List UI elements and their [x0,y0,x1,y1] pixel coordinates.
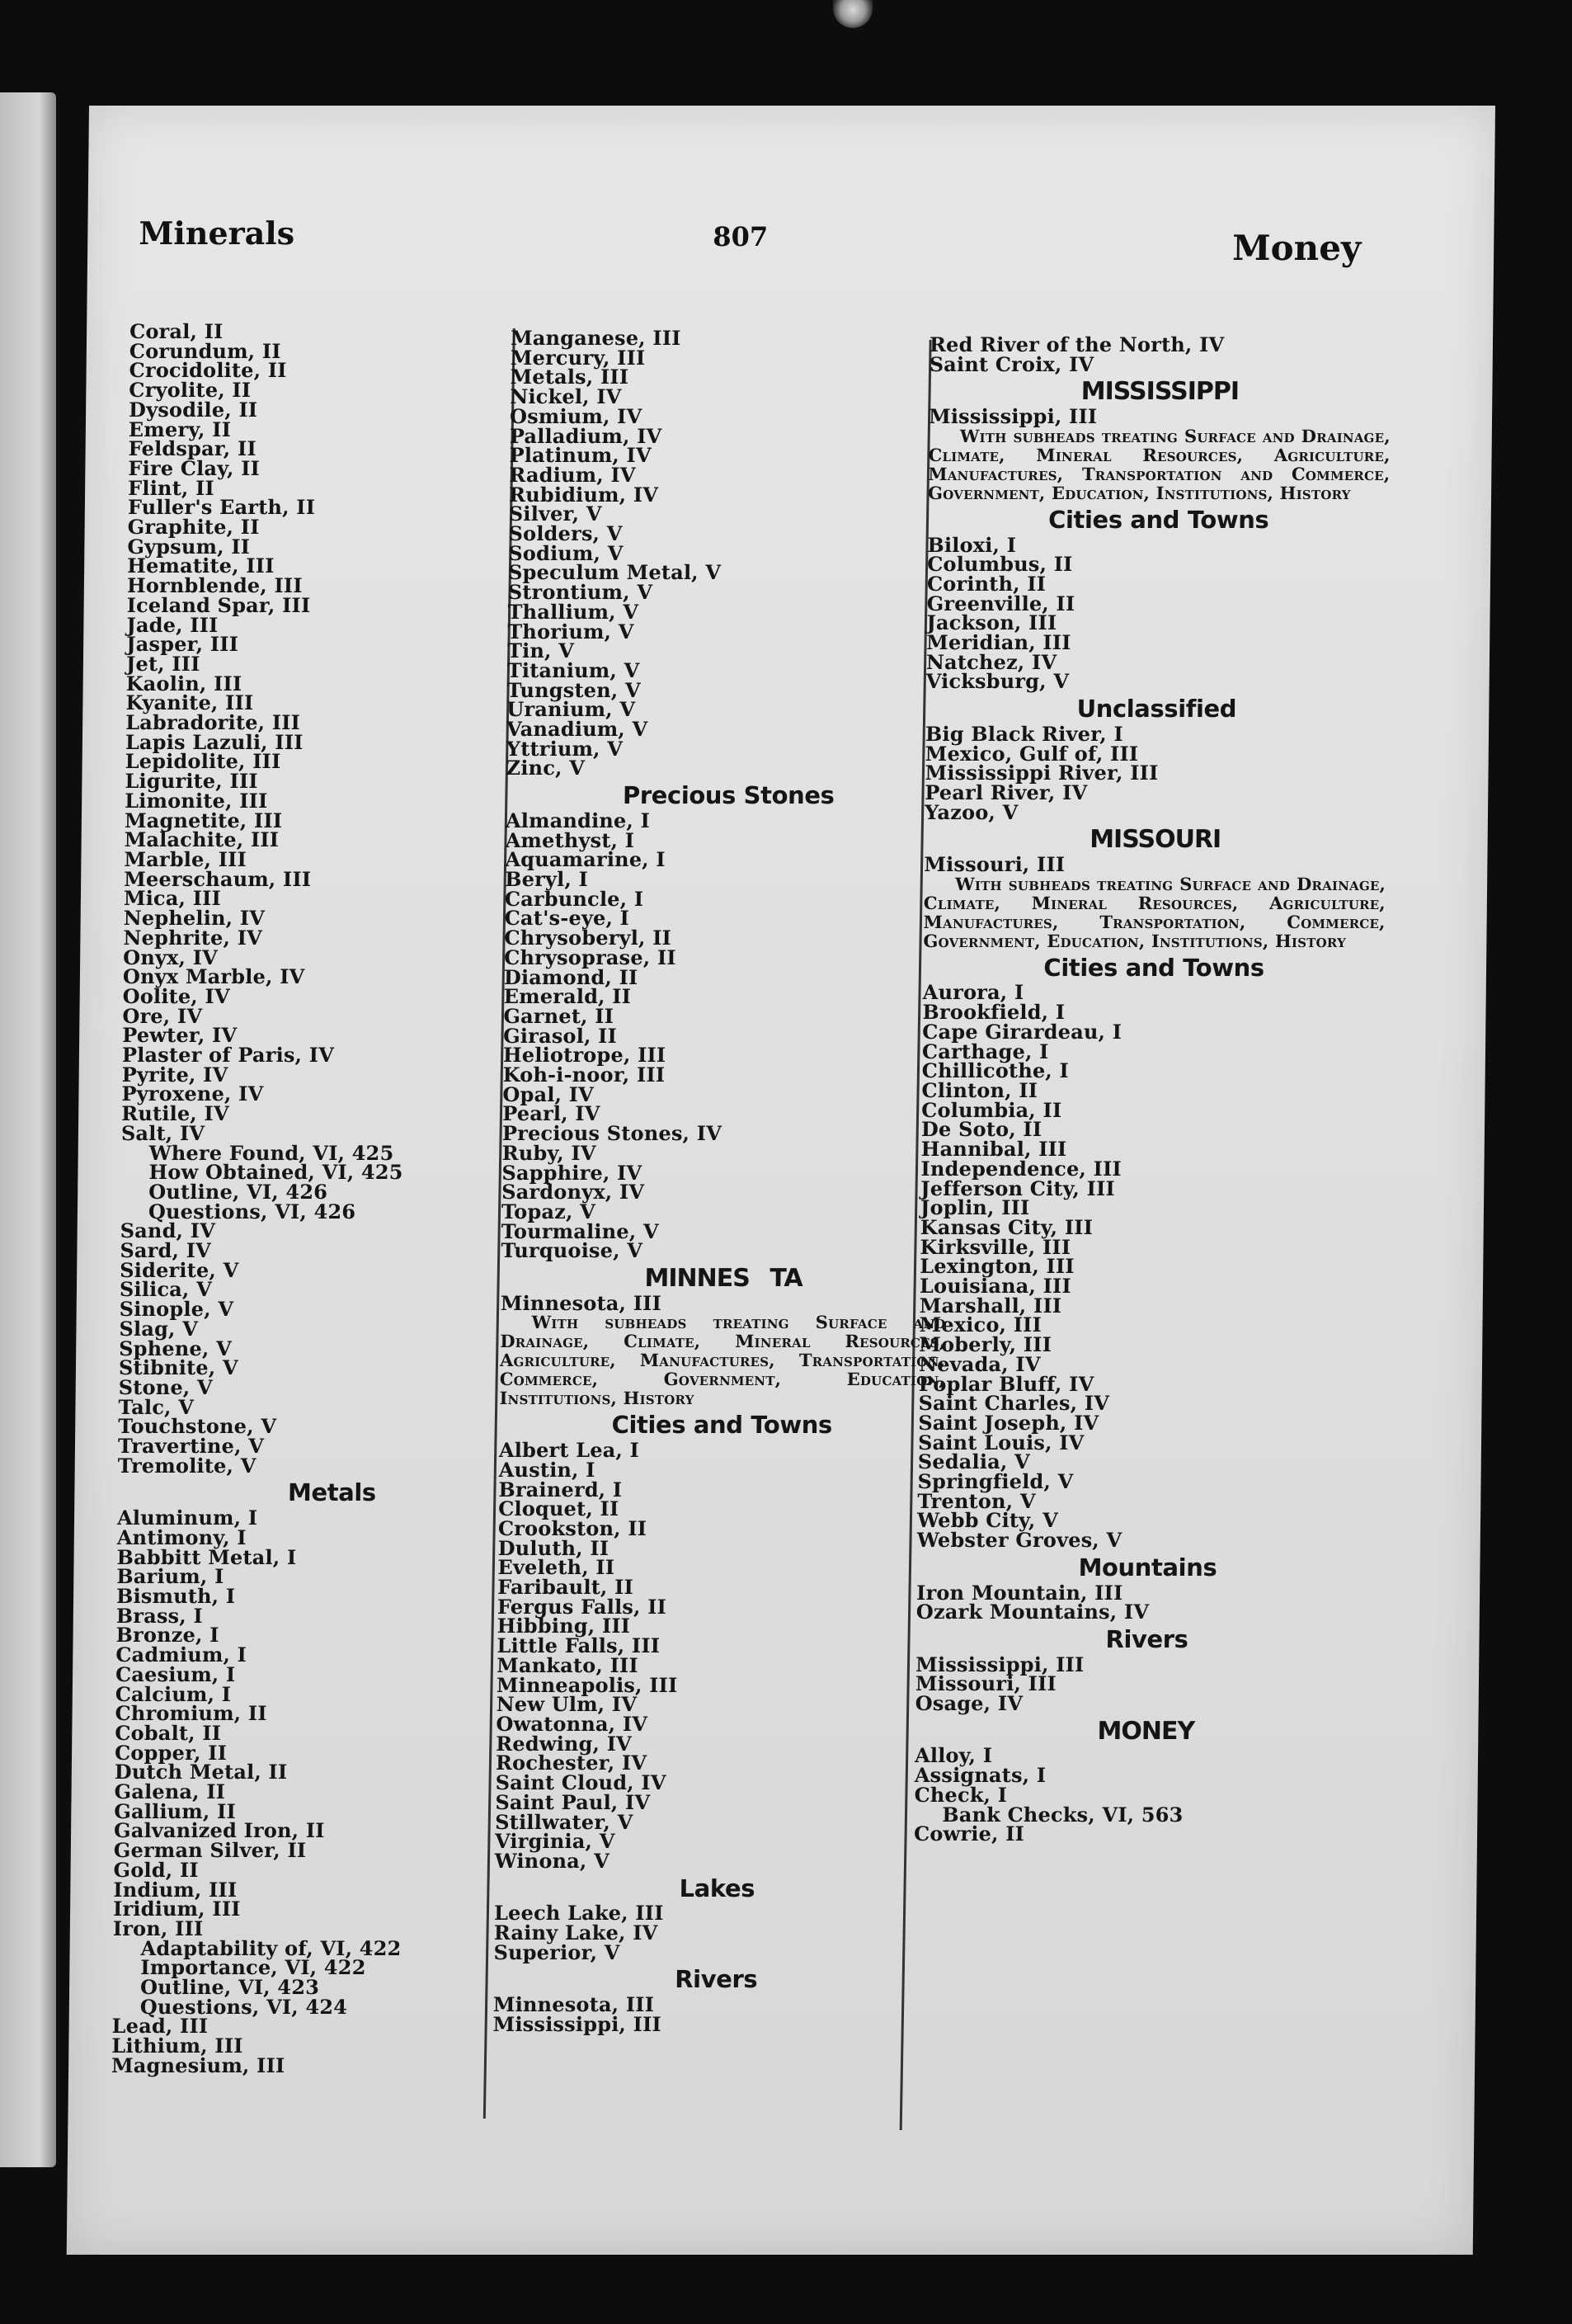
metal-list-continued [506,328,956,778]
index-entry: Thallium, V [507,599,639,624]
index-entry: Flint, II [127,475,215,500]
index-entry: Saint Paul, IV [495,1789,651,1814]
index-entry: Columbus, II [927,552,1073,577]
index-entry: Precious Stones, IV [501,1121,722,1146]
index-entry: Saint Croix, IV [929,351,1094,376]
index-entry: Kaolin, III [125,671,242,695]
index-entry: German Silver, II [113,1838,307,1863]
index-entry: Onyx, IV [123,945,219,969]
index-entry: Dutch Metal, II [114,1760,288,1784]
index-entry: Iron, III [112,1916,204,1940]
index-entry: Travertine, V [117,1434,265,1459]
index-entry: Hannibal, III [920,1137,1067,1162]
index-entry: Jade, III [126,612,219,637]
index-subentry: Outline, VI, 423 [139,1975,320,2000]
index-entry: Tremolite, V [117,1453,257,1478]
index-entry: Saint Cloud, IV [495,1770,666,1795]
index-entry: Tungsten, V [506,677,641,702]
index-entry: Tourmaline, V [501,1219,659,1243]
index-entry: Chillicothe, I [921,1058,1070,1083]
metal-list [113,1508,546,1938]
index-entry: Eveleth, II [497,1555,615,1580]
metals-heading: Metals [287,1478,376,1507]
minnesota-subheads: With subheads treating Surface and Drainage, Climate, Mineral Resources, Agriculture, Manufactures, Transportation, Commerce, Government, Education, Institutions, History [499,1312,946,1409]
index-entry: Jefferson City, III [920,1176,1116,1200]
index-entry: Sphene, V [119,1336,233,1360]
minnesota-lakes-list [493,1903,939,1962]
index-entry: Talc, V [118,1394,195,1419]
index-entry: Sedalia, V [917,1450,1030,1474]
index-entry: Coral, II [129,319,224,343]
index-entry: Labradorite, III [125,710,301,735]
index-entry: Galvanized Iron, II [113,1818,325,1843]
index-entry: Albert Lea, I [498,1438,640,1463]
mineral-list [120,319,558,1145]
index-entry: New Ulm, IV [496,1692,638,1717]
index-entry: Cobalt, II [115,1720,222,1745]
index-entry: Limonite, III [125,788,268,813]
index-entry: Gold, II [113,1857,199,1882]
index-entry: Aquamarine, I [505,847,666,872]
index-entry: Pyrite, IV [121,1062,228,1087]
index-entry: Nephelin, IV [123,906,266,931]
index-entry: Webb City, V [916,1508,1059,1533]
index-entry: Aurora, I [922,980,1024,1005]
mississippi-cities-heading: Cities and Towns [1047,505,1269,534]
index-entry: Brookfield, I [922,1000,1066,1025]
index-entry: Ore, IV [122,1003,203,1028]
index-entry: Jackson, III [926,610,1057,635]
index-entry: Magnetite, III [124,808,283,832]
index-entry: Poplar Bluff, IV [918,1371,1094,1396]
index-entry: Redwing, IV [496,1731,633,1756]
index-entry: Sand, IV [120,1219,216,1243]
index-entry: Radium, IV [509,462,636,487]
index-entry: Cadmium, I [115,1643,247,1667]
index-entry: Red River of the North, IV [929,332,1225,356]
index-entry: Rubidium, IV [508,482,659,507]
index-entry: Turquoise, V [501,1238,643,1263]
index-entry: Manganese, III [510,326,681,350]
index-entry: Carbuncle, I [504,886,644,911]
index-entry: Mississippi, III [492,2011,662,2036]
index-entry: Metals, III [510,365,629,389]
missouri-subheads: With subheads treating Surface and Drainage, Climate, Mineral Resources, Agriculture, Manufactures, Transportation, Commerce, Government, Education, Institutions, History [923,873,1386,951]
index-entry: Lapis Lazuli, III [125,729,304,754]
mississippi-subheads: With subheads treating Surface and Drainage, Climate, Mineral Resources, Agriculture, Manufactures, Transportation and Commerce, Government, Education, Institutions, History [927,425,1391,503]
index-entry: Independence, III [920,1156,1123,1181]
index-entry: Salt, IV [120,1120,205,1145]
index-entry: Crookston, II [497,1516,647,1540]
index-entry: Silver, V [508,502,602,526]
index-entry: Speculum Metal, V [507,560,722,585]
index-entry: Mexico, Gulf of, III [925,741,1139,766]
index-entry: Hibbing, III [497,1614,631,1638]
index-entry: Emerald, II [503,984,632,1009]
index-entry: Amethyst, I [505,827,635,852]
index-entry: Columbia, II [921,1097,1062,1122]
index-entry: Duluth, II [497,1535,610,1560]
index-column-3 [913,332,1391,1846]
index-entry: Dysodile, II [128,397,258,422]
index-entry: Girasol, II [503,1023,618,1048]
index-entry: Fuller's Earth, II [127,495,316,520]
index-entry: Mankato, III [497,1652,638,1677]
index-entry: Sapphire, IV [501,1160,642,1185]
index-entry: Galena, II [114,1780,226,1804]
adjacent-page-edge [0,92,56,2167]
index-entry: Silica, V [119,1277,213,1302]
index-entry: Beryl, I [505,866,589,891]
index-entry: Biloxi, I [927,532,1017,557]
index-subentry: Importance, VI, 422 [140,1955,366,1980]
index-entry: Stillwater, V [495,1809,633,1834]
index-entry: Saint Louis, IV [917,1430,1085,1454]
index-entry: Yttrium, V [506,736,624,761]
index-entry: Rutile, IV [121,1101,229,1126]
index-entry: Pewter, IV [122,1023,238,1048]
index-entry: Strontium, V [507,580,653,605]
index-entry: Brainerd, I [498,1477,623,1501]
page-number: 807 [713,221,769,252]
missouri-heading: MISSOURI [1089,825,1221,855]
index-entry: Chrysoberyl, II [504,926,672,950]
missouri-mountains-heading: Mountains [1078,1553,1217,1582]
index-entry: Nickel, IV [510,384,622,409]
index-entry: Missouri, III [915,1671,1057,1696]
index-entry: Almandine, I [505,808,651,832]
index-entry: Nephrite, IV [123,925,263,950]
index-entry: Uranium, V [506,697,636,722]
index-entry: Yazoo, V [924,799,1019,824]
index-entry: Siderite, V [120,1257,239,1282]
index-entry: Indium, III [113,1877,238,1902]
index-entry: Virginia, V [494,1829,615,1854]
index-entry: Meerschaum, III [124,866,312,891]
index-entry: Assignats, I [914,1763,1047,1788]
index-entry: Webster Groves, V [916,1528,1123,1553]
index-entry: Rochester, IV [495,1751,647,1775]
index-entry: Pyroxene, IV [121,1082,264,1106]
index-entry: Little Falls, III [497,1633,661,1658]
index-entry: Springfield, V [917,1469,1074,1494]
index-entry: Minnesota, III [492,1992,655,2017]
index-entry: Babbitt Metal, I [116,1544,297,1569]
index-entry: Magnesium, III [111,2053,285,2077]
index-entry: Jasper, III [126,632,239,657]
index-entry: Sodium, V [508,540,624,565]
index-entry: Greenville, II [926,591,1075,615]
index-entry: Clinton, II [921,1077,1038,1102]
minnesota-cities-list [494,1438,944,1873]
money-heading: MONEY [1097,1716,1195,1746]
index-entry: Mississippi River, III [925,761,1159,785]
minnesota-rivers-heading: Rivers [675,1965,758,1994]
book-page [67,106,1495,2255]
index-entry: Barium, I [116,1564,224,1589]
index-entry: Feldspar, II [128,436,257,461]
minnesota-rivers-continued [929,332,1391,376]
index-entry: Meridian, III [926,630,1071,655]
index-entry: Palladium, IV [509,423,662,448]
index-entry: Aluminum, I [116,1506,258,1530]
index-entry: Malachite, III [124,827,280,852]
minnesota-lakes-heading: Lakes [679,1874,755,1902]
index-entry: Calcium, I [115,1681,232,1706]
index-entry: Hematite, III [127,554,275,578]
index-entry: Superior, V [493,1940,620,1964]
index-entry: Zinc, V [506,756,586,780]
index-entry: Lead, III [111,2014,209,2039]
index-entry: Touchstone, V [118,1414,277,1439]
index-entry: Oolite, IV [122,983,230,1008]
index-entry: Corinth, II [926,571,1047,596]
precious-stone-list [501,808,951,1263]
index-subentry: Where Found, VI, 425 [148,1140,394,1165]
index-subentry: Adaptability of, VI, 422 [140,1935,402,1960]
index-entry: Caesium, I [115,1662,236,1686]
missouri-cities-heading: Cities and Towns [1043,953,1264,982]
precious-stones-heading: Precious Stones [622,781,835,810]
missouri-rivers-heading: Rivers [1105,1624,1188,1653]
index-entry: Mexico, III [919,1313,1043,1337]
index-entry: Osmium, IV [509,403,642,428]
minnesota-entry: Minnesota, III [500,1290,662,1315]
index-entry: Pearl, IV [502,1101,600,1126]
minnesota-heading [501,1264,946,1294]
index-entry: Graphite, II [127,515,260,540]
index-entry: Cryolite, II [129,378,252,403]
index-entry: Minneapolis, III [496,1672,678,1697]
index-entry: Chrysoprase, II [504,945,676,969]
index-entry: Natchez, IV [925,649,1057,674]
index-entry: Stibnite, V [118,1355,238,1380]
index-entry: Cloquet, II [498,1497,619,1521]
index-entry: Saint Joseph, IV [918,1410,1099,1435]
index-entry: Leech Lake, III [493,1901,664,1926]
money-list [914,1743,1377,1807]
index-entry: Moberly, III [919,1332,1052,1357]
running-head-right: Money [1231,228,1362,268]
index-entry: Marshall, III [919,1293,1062,1318]
index-entry: Kansas City, III [920,1214,1094,1239]
minnesota-cities-heading: Cities and Towns [611,1411,833,1440]
index-entry: Antimony, I [116,1525,247,1549]
index-entry: Cowrie, II [913,1822,1025,1846]
index-entry: Heliotrope, III [502,1043,666,1068]
index-entry: Solders, V [508,521,623,546]
mississippi-unclassified-list [924,721,1387,824]
missouri-rivers-list [915,1652,1378,1716]
index-entry: Vicksburg, V [925,669,1070,694]
missouri-cities-list [916,980,1385,1553]
running-head-left: Minerals [139,214,295,252]
index-entry: Trenton, V [917,1488,1036,1513]
index-entry: Nevada, IV [918,1351,1041,1376]
index-subentry: How Obtained, VI, 425 [148,1160,403,1185]
index-entry: Marble, III [124,846,247,871]
index-entry: Copper, II [114,1740,228,1765]
index-entry: Mercury, III [510,345,646,370]
mississippi-unclassified-heading: Unclassified [1076,695,1237,724]
index-entry: Sardonyx, IV [501,1180,645,1204]
index-entry: Koh-i-noor, III [502,1063,666,1087]
index-subentry: Bank Checks, VI, 563 [942,1802,1184,1827]
index-entry: Bismuth, I [115,1584,236,1608]
missouri-mountains-list [915,1580,1378,1624]
index-entry: Vanadium, V [506,717,648,742]
index-entry: Fire Clay, II [128,455,261,480]
index-entry: Titanium, V [506,658,640,682]
index-column-1 [111,319,558,2077]
index-entry: Slag, V [119,1316,199,1341]
index-entry: Lithium, III [111,2034,243,2058]
money-list-continued [914,1824,1376,1844]
index-entry: Lepidolite, III [125,749,281,774]
index-entry: Carthage, I [921,1039,1049,1063]
index-entry: Louisiana, III [919,1274,1071,1299]
index-entry: Pearl River, IV [925,780,1088,804]
index-entry: Faribault, II [497,1575,634,1600]
minnesota-heading-start: MINNES [644,1264,751,1294]
index-entry: Onyx Marble, IV [122,964,305,989]
index-entry: Chromium, II [115,1701,267,1726]
index-entry: Alloy, I [914,1743,993,1768]
index-entry: Ligurite, III [125,769,258,794]
index-entry: Sinople, V [119,1297,234,1322]
index-entry: Owatonna, IV [496,1712,648,1736]
index-entry: Hornblende, III [126,573,303,598]
index-entry: Iridium, III [112,1897,241,1921]
index-entry: Iron Mountain, III [915,1580,1123,1605]
minnesota-heading-end: TA [770,1264,802,1294]
index-entry: Bronze, I [115,1623,219,1648]
index-entry: Gypsum, II [127,534,251,559]
index-entry: Mica, III [123,886,222,911]
index-entry: Kyanite, III [125,691,254,715]
minnesota-rivers-list [492,1992,939,2036]
metal-list-continued [111,2016,541,2075]
index-entry: Stone, V [118,1374,213,1399]
index-entry: Fergus Falls, II [497,1594,667,1619]
index-entry: Winona, V [494,1848,610,1873]
index-entry: Kirksville, III [920,1234,1071,1259]
mississippi-heading: MISSISSIPPI [1080,377,1240,407]
missouri-entry: Missouri, III [924,852,1066,877]
index-entry: Osage, IV [915,1691,1024,1716]
index-entry: Ruby, IV [501,1140,596,1165]
mineral-list-continued [117,1219,549,1478]
index-entry: Topaz, V [501,1199,596,1223]
index-entry: Opal, IV [502,1082,595,1106]
index-entry: Diamond, II [503,964,638,989]
index-entry: Garnet, II [503,1003,614,1028]
index-entry: Corundum, II [129,338,281,363]
index-entry: Jet, III [125,651,200,676]
index-entry: Joplin, III [920,1195,1030,1220]
mississippi-cities-list [925,532,1390,694]
binding-mark [833,0,873,28]
iron-subentries [112,1935,542,2019]
index-entry: Cat's-eye, I [504,906,630,931]
index-entry: Austin, I [498,1457,595,1482]
index-entry: Platinum, IV [509,443,652,468]
index-entry: Tin, V [506,639,575,663]
index-subentry: Questions, VI, 426 [148,1199,356,1223]
index-entry: Crocidolite, II [129,358,287,383]
index-entry: Brass, I [115,1603,204,1628]
index-entry: De Soto, II [920,1117,1043,1142]
index-entry: Gallium, II [114,1798,237,1823]
index-column-2 [493,328,957,2034]
index-entry: Cape Girardeau, I [922,1019,1123,1044]
index-entry: Plaster of Paris, IV [121,1043,335,1068]
index-entry: Saint Charles, IV [918,1391,1110,1416]
index-entry: Rainy Lake, IV [493,1921,658,1945]
mississippi-entry: Mississippi, III [928,404,1098,429]
index-subentry: Outline, VI, 426 [148,1179,328,1204]
index-entry: Big Black River, I [925,721,1123,746]
index-subentry: Questions, VI, 424 [139,1994,348,2019]
index-entry: Emery, II [128,417,232,441]
index-entry: Thorium, V [507,619,634,643]
index-entry: Mississippi, III [915,1652,1085,1676]
index-entry: Lexington, III [920,1254,1075,1279]
index-entry: Check, I [914,1782,1008,1807]
index-entry: Sard, IV [120,1238,212,1263]
index-entry: Iceland Spar, III [126,592,311,617]
index-entry: Ozark Mountains, IV [915,1600,1150,1624]
